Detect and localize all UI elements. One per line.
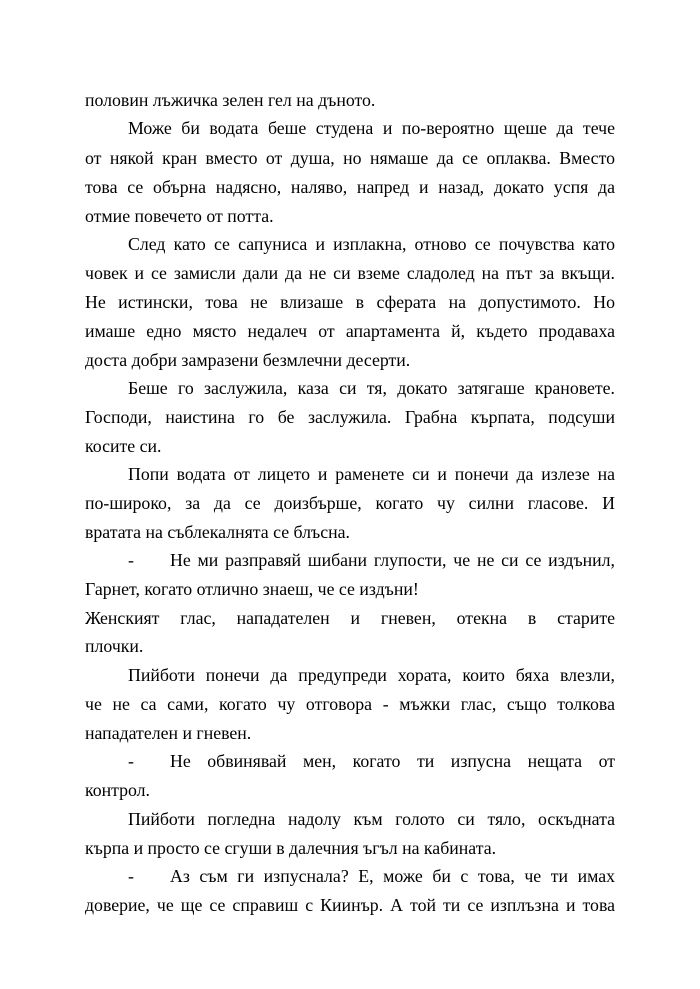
- dialogue-dash: -: [128, 866, 134, 886]
- dialogue-first-line: Не обвинявай мен, когато ти изпусна нещата от: [170, 751, 615, 771]
- text-line: вратата на съблекалнята се блъсна.: [85, 522, 350, 542]
- text-line: човек и се замисли дали да не си вземе сладолед на път за вкъщи.: [85, 263, 615, 283]
- paragraph-first-line: Беше го заслужила, каза си тя, докато затягаше крановете.: [128, 378, 615, 398]
- text-line: косите си.: [85, 436, 162, 456]
- text-line: половин лъжичка зелен гел на дъното.: [85, 90, 376, 110]
- dialogue-dash: -: [128, 550, 134, 570]
- text-line: доста добри замразени безмлечни десерти.: [85, 350, 411, 370]
- paragraph-first-line: След като се сапуниса и изплакна, отново се почувства като: [128, 234, 615, 254]
- paragraph-first-line: Може би водата беше студена и по-вероятно щеше да тече: [128, 118, 615, 138]
- text-line: Господи, наистина го бе заслужила. Грабна кърпата, подсуши: [85, 407, 615, 427]
- text-line: контрол.: [85, 780, 150, 800]
- text-line: от някой кран вместо от душа, но нямаше да се оплаква. Вместо: [85, 148, 615, 168]
- dialogue-first-line: Аз съм ги изпуснала? Е, може би с това, че ти имах: [170, 866, 615, 886]
- text-line: кърпа и просто се сгуши в далечния ъгъл на кабината.: [85, 838, 497, 858]
- text-line: Не истински, това не влизаше в сферата на допустимото. Но: [85, 292, 615, 312]
- text-line: Женският глас, нападателен и гневен, отекна в старите: [85, 608, 615, 628]
- text-line: че не са сами, когато чу отговора - мъжки глас, също толкова: [85, 694, 615, 714]
- text-line: доверие, че ще се справиш с Киинър. А той ти се изплъзна и това: [85, 895, 615, 915]
- paragraph-first-line: Попи водата от лицето и раменете си и понечи да излезе на: [128, 464, 615, 484]
- text-line: отмие повечето от потта.: [85, 206, 274, 226]
- text-line: нападателен и гневен.: [85, 723, 252, 743]
- paragraph-first-line: Пийботи понечи да предупреди хората, които бяха влезли,: [128, 665, 615, 685]
- text-line: плочки.: [85, 636, 144, 656]
- text-line: това се обърна надясно, наляво, напред и назад, докато успя да: [85, 177, 615, 197]
- text-line: Гарнет, когато отлично знаеш, че се издъни!: [85, 579, 419, 599]
- paragraph-first-line: Пийботи погледна надолу към голото си тяло, оскъдната: [128, 809, 615, 829]
- dialogue-first-line: Не ми разправяй шибани глупости, че не си се издънил,: [170, 550, 615, 570]
- dialogue-dash: -: [128, 751, 134, 771]
- text-line: имаше едно място недалеч от апартамента й, където продаваха: [85, 321, 615, 341]
- text-line: по-широко, за да се доизбърше, когато чу силни гласове. И: [85, 493, 615, 513]
